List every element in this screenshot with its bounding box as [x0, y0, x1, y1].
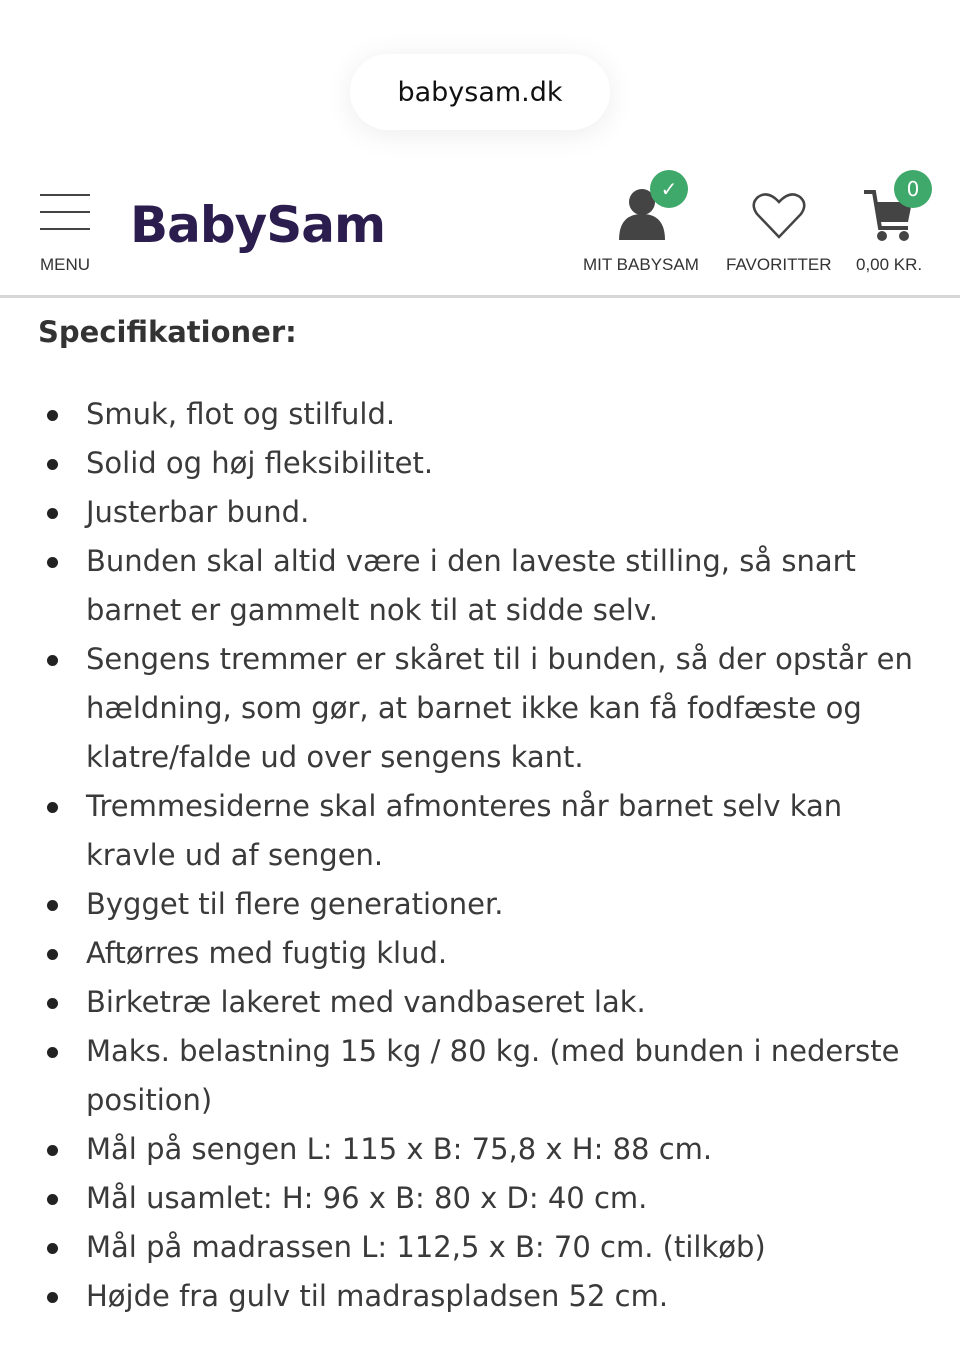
spec-item [0, 1125, 913, 1174]
spec-item-text: Mål på sengen L: 115 x B: 75,8 x H: 88 cm. [86, 1132, 713, 1166]
spec-item [0, 1223, 913, 1272]
spec-item [0, 929, 913, 978]
spec-item [0, 439, 913, 488]
spec-item [0, 1272, 913, 1321]
spec-item-text: hældning, som gør, at barnet ikke kan få fodfæste og [86, 691, 862, 725]
spec-item [0, 488, 913, 537]
spec-item [0, 880, 913, 929]
bullet-icon [47, 998, 58, 1009]
bullet-icon [47, 508, 58, 519]
bullet-icon [47, 655, 58, 666]
spec-item [0, 782, 913, 880]
cart-count-badge: 0 [894, 170, 932, 208]
spec-item-text: Mål usamlet: H: 96 x B: 80 x D: 40 cm. [86, 1181, 648, 1215]
spec-item-text: Højde fra gulv til madraspladsen 52 cm. [86, 1279, 669, 1313]
spec-item-text: kravle ud af sengen. [86, 838, 384, 872]
bullet-icon [47, 1145, 58, 1156]
spec-list [0, 390, 913, 1321]
cart-total[interactable]: 0,00 KR. [856, 255, 923, 274]
spec-item-text: Bunden skal altid være i den laveste stilling, så snart [86, 544, 856, 578]
bullet-icon [47, 1292, 58, 1303]
favorites-button[interactable] [752, 192, 806, 244]
check-icon: ✓ [650, 170, 688, 208]
spec-item-text: Tremmesiderne skal afmonteres når barnet selv kan [86, 789, 843, 823]
bullet-icon [47, 1243, 58, 1254]
url-bar[interactable] [350, 54, 610, 130]
bullet-icon [47, 557, 58, 568]
spec-item-text: Sengens tremmer er skåret til i bunden, så der opstår en [86, 642, 913, 676]
spec-item [0, 635, 913, 782]
bullet-icon [47, 410, 58, 421]
favorites-label[interactable]: FAVORITTER [726, 255, 832, 274]
spec-item-text: Aftørres med fugtig klud. [86, 936, 448, 970]
spec-item-text: Bygget til flere generationer. [86, 887, 504, 921]
hamburger-icon [40, 194, 90, 196]
site-header [0, 160, 960, 298]
account-label[interactable]: MIT BABYSAM [583, 255, 699, 274]
spec-item-text: Maks. belastning 15 kg / 80 kg. (med bunden i nederste [86, 1034, 900, 1068]
spec-item [0, 390, 913, 439]
spec-item-text: klatre/falde ud over sengens kant. [86, 740, 584, 774]
spec-item-text: Birketræ lakeret med vandbaseret lak. [86, 985, 646, 1019]
spec-item-text: position) [86, 1083, 213, 1117]
spec-item [0, 1174, 913, 1223]
spec-item-text: Mål på madrassen L: 112,5 x B: 70 cm. (tilkøb) [86, 1230, 766, 1264]
spec-item-text: Justerbar bund. [86, 495, 310, 529]
spec-item [0, 978, 913, 1027]
spec-item-text: Smuk, flot og stilfuld. [86, 397, 396, 431]
bullet-icon [47, 802, 58, 813]
spec-item-text: barnet er gammelt nok til at sidde selv. [86, 593, 658, 627]
logo[interactable]: BabySam [130, 196, 386, 254]
bullet-icon [47, 1047, 58, 1058]
spec-heading: Specifikationer: [38, 315, 297, 349]
bullet-icon [47, 900, 58, 911]
spec-item-text: Solid og høj fleksibilitet. [86, 446, 434, 480]
url-text: babysam.dk [397, 76, 563, 108]
spec-item [0, 537, 913, 635]
spec-item [0, 1027, 913, 1125]
bullet-icon [47, 949, 58, 960]
heart-icon [752, 192, 806, 240]
bullet-icon [47, 1194, 58, 1205]
bullet-icon [47, 459, 58, 470]
menu-label: MENU [40, 255, 91, 274]
menu-button[interactable] [40, 194, 92, 245]
